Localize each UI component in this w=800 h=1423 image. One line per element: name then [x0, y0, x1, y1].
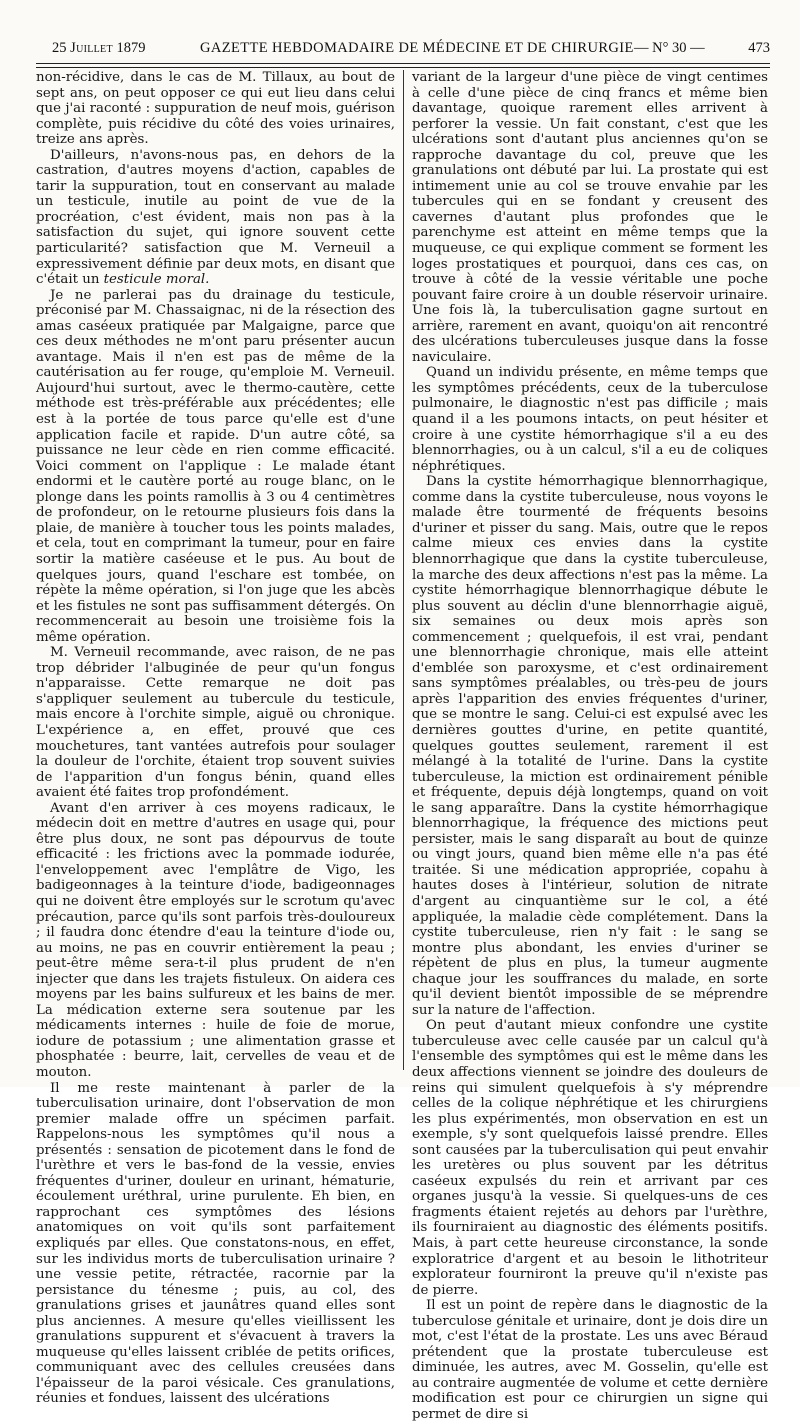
page-header: [30, 36, 770, 60]
left-paragraph-5: Avant d'en arriver à ces moyens radicaux, le médecin doit en mettre d'autres en usage qui, pour être plus doux, ne sont pas dépourvus de toute efficacité : les frictions avec la pommade iodurée, l'enveloppement avec l'emplâtre de Vigo, les badigeonnages à la teinture d'iode, badigeonnages qui ne doivent être employés sur le scrotum qu'avec précaution, parce qu'ils sont parfois très-douloureux ; il faudra donc étendre d'eau la teinture d'iode ou, au moins, ne pas en couvrir entièrement la peau ; peut-être même sera-t-il plus prudent de n'en injecter que dans les trajets fistuleux. On aidera ces moyens par les bains sulfureux et les bains de mer. La médication externe sera soutenue par les médicaments internes : huile de foie de morue, iodure de potassium ; une alimentation grasse et phosphatée : beurre, lait, cervelles de veau et de mouton.: [36, 800, 395, 1080]
left-paragraph-2: [36, 148, 395, 288]
right-column: [412, 70, 768, 1423]
issue-number: — N° 30 —: [634, 40, 705, 56]
date-year: 1879: [116, 40, 146, 56]
right-paragraph-4: On peut d'autant mieux confondre une cystite tuberculeuse avec celle causée par un calcul qu'à l'ensemble des symptômes qui est le même dans les deux affections viennent se joindre des douleurs de reins qui simulent quelquefois à s'y méprendre celles de la colique néphrétique et les chirurgiens les plus expérimentés, mon observation en est un exemple, s'y sont quelquefois laissé prendre. Elles sont causées par la tuberculisation qui peut envahir les uretères ou plus souvent par les détritus caséeux expulsés du rein et arrivant par ces organes jusqu'à la vessie. Si quelques-uns de ces fragments étaient rejetés au dehors par l'urèthre, ils fourniraient au diagnostic des éléments positifs. Mais, à part cette heureuse circonstance, la sonde exploratrice d'argent et au besoin le lithotriteur explorateur fourniront la preuve qu'il n'existe pas de pierre.: [412, 1018, 768, 1298]
journal-title: GAZETTE HEBDOMADAIRE DE MÉDECINE ET DE CHIRURGIE: [200, 40, 634, 56]
right-paragraph-2: Quand un individu présente, en même temps que les symptômes précédents, ceux de la tuberculose pulmonaire, le diagnostic n'est pas difficile ; mais quand il a les poumons intacts, on peut hésiter et croire à une cystite hémorrhagique s'il a eu des blennorrhagies, ou à un calcul, s'il a eu de coliques néphrétiques.: [412, 365, 768, 474]
testicule-moral-phrase: testicule moral.: [103, 272, 210, 288]
header-rule: [36, 63, 770, 68]
page-number: 473: [748, 40, 770, 56]
left-paragraph-6: Il me reste maintenant à parler de la tuberculisation urinaire, dont l'observation de mon premier malade offre un spécimen parfait. Rappelons-nous les symptômes qu'il nous a présentés : sensation de picotement dans le fond de l'urèthre et vers le bas-fond de la vessie, envies fréquentes d'uriner, douleur en urinant, hématurie, écoulement uréthral, urine purulente. Eh bien, en rapprochant ces symptômes des lésions anatomiques on voit qu'ils sont parfaitement expliqués par elles. Que constatons-nous, en effet, sur les individus morts de tuberculisation urinaire ? une vessie petite, rétractée, racornie par la persistance du ténesme ; puis, au col, des granulations grises et jaunâtres quand elles sont plus anciennes. A mesure qu'elles vieillissent les granulations suppurent et s'évacuent à travers la muqueuse qu'elles laissent criblée de petits orifices, communiquant avec des cellules creusées dans l'épaisseur de la paroi vésicale. Ces granulations, réunies et fondues, laissent des ulcérations: [36, 1080, 395, 1407]
right-paragraph-5: Il est un point de repère dans le diagnostic de la tuberculose génitale et urinaire, dont je dois dire un mot, c'est l'état de la prostate. Les uns avec Béraud prétendent que la prostate tuberculeuse est diminuée, les autres, avec M. Gosselin, qu'elle est au contraire augmentée de volume et cette dernière modification est pour ce chirurgien un signe qui permet de dire si: [412, 1298, 768, 1423]
right-paragraph-1: variant de la largeur d'une pièce de vingt centimes à celle d'une pièce de cinq francs et même bien davantage, quoique rarement elles arrivent à perforer la vessie. Un fait constant, c'est que les ulcérations sont d'autant plus anciennes qu'on se rapproche davantage du col, preuve que les granulations ont débuté par lui. La prostate qui est intimement unie au col se trouve envahie par les tubercules qui en se fondant y creusent des cavernes d'autant plus profondes que le parenchyme est atteint en même temps que la muqueuse, ce qui explique comment se forment les loges prostatiques et pourquoi, dans ces cas, on trouve à côté de la vessie véritable une poche pouvant faire croire à un double réservoir urinaire. Une fois là, la tuberculisation gagne surtout en arrière, rarement en avant, quoiqu'on ait rencontré des ulcérations tuberculeuses jusque dans la fosse naviculaire.: [412, 70, 768, 365]
column-divider: [403, 70, 404, 1070]
date-day: 25: [52, 40, 67, 56]
left-paragraph-1: non-récidive, dans le cas de M. Tillaux, au bout de sept ans, on peut opposer ce qui eut lieu dans celui que j'ai raconté : suppuration de neuf mois, guérison complète, puis récidive du côté des voies urinaires, treize ans après.: [36, 70, 395, 148]
left-paragraph-4: M. Verneuil recommande, avec raison, de ne pas trop débrider l'albuginée de peur qu'un fongus n'apparaisse. Cette remarque ne doit pas s'appliquer seulement au tubercule du testicule, mais encore à l'orchite simple, aiguë ou chronique. L'expérience a, en effet, prouvé que ces mouchetures, tant vantées autrefois pour soulager la douleur de l'orchite, étaient trop souvent suivies de l'apparition d'un fongus bénin, quand elles avaient été faites trop profondément.: [36, 645, 395, 801]
issue-date: [52, 40, 145, 57]
right-paragraph-3: Dans la cystite hémorrhagique blennorrhagique, comme dans la cystite tuberculeuse, nous voyons le malade être tourmenté de fréquents besoins d'uriner et pisser du sang. Mais, outre que le repos calme mieux ces envies dans la cystite blennorrhagique que dans la cystite tuberculeuse, la marche des deux affections n'est pas la même. La cystite hémorrhagique blennorrhagique débute le plus souvent au déclin d'une blennorrhagie aiguë, six semaines ou deux mois après son commencement ; quelquefois, il est vrai, pendant une blennorrhagie chronique, mais elle atteint d'emblée son paroxysme, et c'est ordinairement sans symptômes préalables, ou très-peu de jours après l'apparition des envies fréquentes d'uriner, que se montre le sang. Celui-ci est expulsé avec les dernières gouttes d'urine, en petite quantité, quelques gouttes seulement, rarement il est mélangé à la totalité de l'urine. Dans la cystite tuberculeuse, la miction est ordinairement pénible et fréquente, depuis déjà longtemps, quand on voit le sang apparaître. Dans la cystite hémorrhagique blennorrhagique, la fréquence des mictions peut persister, mais le sang disparaît au bout de quinze ou vingt jours, quand bien même elle n'a pas été traitée. Si une médication appropriée, copahu à hautes doses à l'intérieur, solution de nitrate d'argent au cinquantième sur le col, a été appliquée, la maladie cède complétement. Dans la cystite tuberculeuse, rien n'y fait : le sang se montre plus abondant, les envies d'uriner se répètent de plus en plus, la tumeur augmente chaque jour les souffrances du malade, en sorte qu'il devient bientôt impossible de se méprendre sur la nature de l'affection.: [412, 474, 768, 1018]
date-month: Juillet: [70, 40, 113, 56]
left-column: [36, 70, 395, 1407]
left-paragraph-3: Je ne parlerai pas du drainage du testicule, préconisé par M. Chassaignac, ni de la résection des amas caséeux pratiquée par Malgaigne, parce que ces deux méthodes ne m'ont paru présenter aucun avantage. Mais il n'en est pas de même de la cautérisation au fer rouge, qu'emploie M. Verneuil. Aujourd'hui surtout, avec le thermo-cautère, cette méthode est très-préférable aux précédentes; elle est à la portée de tous parce qu'elle est d'une application facile et rapide. D'un autre côté, sa puissance ne leur cède en rien comme efficacité. Voici comment on l'applique : Le malade étant endormi et le cautère porté au rouge blanc, on le plonge dans les points ramollis à 3 ou 4 centimètres de profondeur, on le retourne plusieurs fois dans la plaie, de manière à toucher tous les points malades, et cela, tout en comprimant la tumeur, pour en faire sortir la matière caséeuse et le pus. Au bout de quelques jours, quand l'eschare est tombée, on répète la même opération, si l'on juge que les abcès et les fistules ne sont pas suffisamment détergés. On recommencerait au besoin une troisième fois la même opération.: [36, 287, 395, 645]
left-paragraph-2-text: D'ailleurs, n'avons-nous pas, en dehors de la castration, d'autres moyens d'action, capables de tarir la suppuration, tout en conservant au malade un testicule, inutile au point de vue de la procréation, c'est évident, mais non pas à la satisfaction du sujet, qui ignore souvent cette particularité? satisfaction que M. Verneuil a expressivement définie par deux mots, en disant que c'était un: [36, 147, 395, 288]
